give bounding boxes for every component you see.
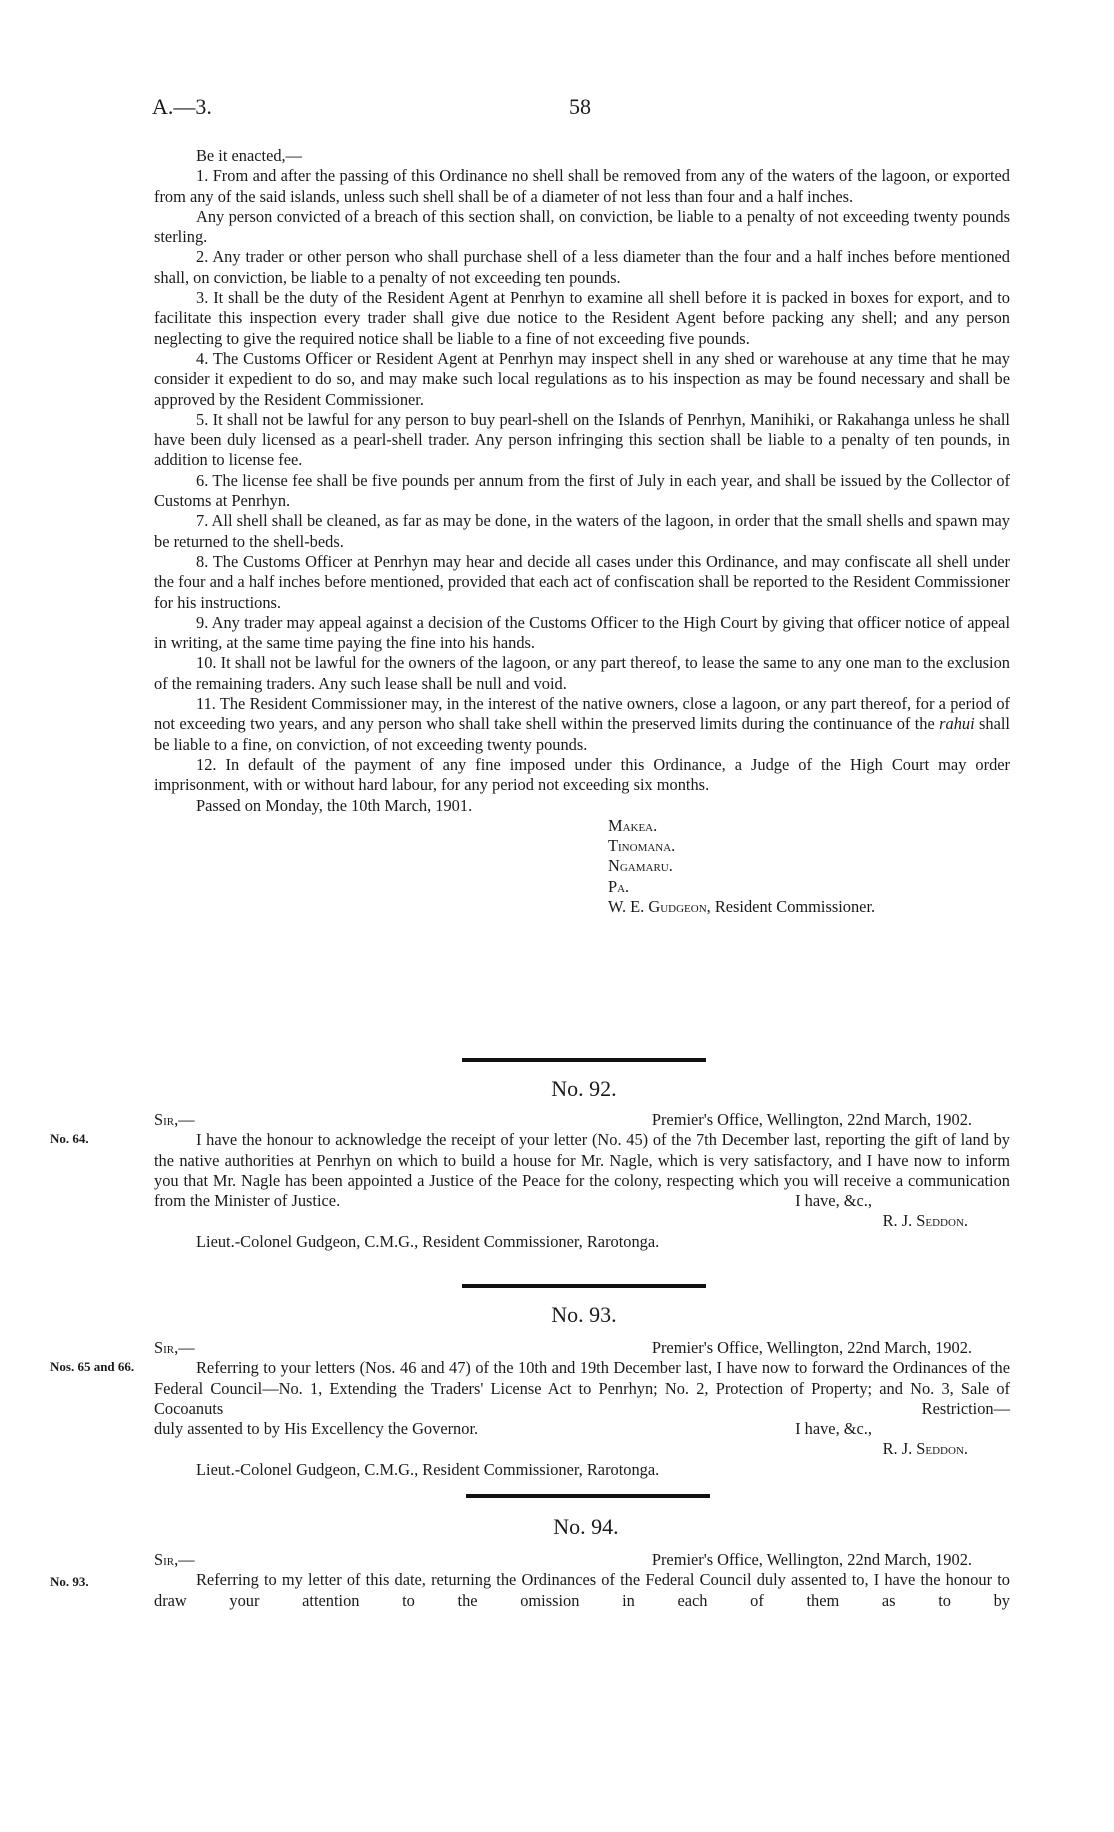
clause-1: 1. From and after the passing of this Ordinance no shell shall be removed from any of the waters of the lagoon, or exported from any of the said islands, unless such shell shall be of a diameter of not less than four and a half inches. <box>154 166 1010 206</box>
letter-title: No. 93. <box>551 1302 617 1327</box>
salutation: Sir,— <box>154 1338 195 1357</box>
clause-7: 7. All shell shall be cleaned, as far as may be done, in the waters of the lagoon, in order that the small shells and spawn may be returned to the shell-beds. <box>154 511 1010 551</box>
signatory-makea: Makea. <box>608 815 658 835</box>
signature: R. J. Seddon. <box>882 1211 968 1231</box>
clause-12: 12. In default of the payment of any fine imposed under this Ordinance, a Judge of the High Court may order imprisonment, with or without hard labour, for any period not exceeding six months. <box>154 754 1010 795</box>
clause-3: 3. It shall be the duty of the Resident Agent at Penrhyn to examine all shell before it is packed in boxes for export, and to facilitate this inspection every trader shall give due notice to the Resident Agent before packing any shell; and any person neglecting to give the required notice shall be liable to a fine of not exceeding five pounds. <box>154 288 1010 348</box>
signature: R. J. Seddon. <box>882 1439 968 1459</box>
margin-note: Nos. 65 and 66. <box>50 1359 135 1374</box>
letter-93 <box>154 1338 1010 1480</box>
clause-1-penalty: Any person convicted of a breach of this section shall, on conviction, be liable to a penalty of not exceeding twenty pounds sterling. <box>154 206 1010 247</box>
margin-note: No. 93. <box>50 1574 89 1589</box>
salutation: Sir,— <box>154 1550 195 1569</box>
passed-date: Passed on Monday, the 10th March, 1901. <box>196 795 473 815</box>
letter-body: Referring to my letter of this date, returning the Ordinances of the Federal Council duly assented to, I have the honour to draw your attention to the omission in each of them as to by <box>154 1570 1010 1610</box>
signatory-ngamaru: Ngamaru. <box>608 856 673 876</box>
section-divider <box>462 1284 706 1288</box>
enactment-line: Be it enacted,— <box>196 146 303 165</box>
letter-92 <box>154 1110 1010 1252</box>
letter-title: No. 94. <box>553 1514 619 1539</box>
dateline: Premier's Office, Wellington, 22nd March, 1902. <box>651 1110 972 1129</box>
ordinance-text <box>154 146 1010 917</box>
margin-note: No. 64. <box>50 1131 89 1146</box>
closing: I have, &c., <box>795 1419 872 1439</box>
letter-body: I have the honour to acknowledge the receipt of your letter (No. 45) of the 7th December last, reporting the gift of land by the native authorities at Penrhyn on which to build a house for Mr. Nagle, which is very satisfactory, and I have now to inform you that Mr. Nagle has been appointed a Justice of the Peace for the colony, respecting which you will receive a communication <box>154 1130 1010 1190</box>
closing: I have, &c., <box>795 1191 872 1211</box>
closing-lead: from the Minister of Justice. <box>154 1191 341 1211</box>
clause-6: 6. The license fee shall be five pounds per annum from the first of July in each year, and shall be issued by the Collector of Customs at Penrhyn. <box>154 470 1010 511</box>
section-divider <box>462 1058 706 1062</box>
closing-lead: duly assented to by His Excellency the Governor. <box>154 1419 479 1439</box>
signatory-commissioner: W. E. Gudgeon, Resident Commissioner. <box>608 896 876 916</box>
section-divider <box>466 1494 710 1498</box>
signatory-tinomana: Tinomana. <box>608 836 676 856</box>
letter-title: No. 92. <box>551 1076 617 1101</box>
letter-body: Referring to your letters (Nos. 46 and 47) of the 10th and 19th December last, I have now to forward the Ordinances of the Federal Council—No. 1, Extending the Traders' License Act to Penrhyn; No. 2, Protection of Property; and No. 3, Sale of Cocoanuts Restriction— <box>154 1358 1010 1418</box>
rahui-term: rahui <box>939 714 975 734</box>
signatory-pa: Pa. <box>608 876 630 896</box>
letter-94 <box>154 1550 1010 1611</box>
clause-10: 10. It shall not be lawful for the owners of the lagoon, or any part thereof, to lease the same to any one man to the exclusion of the remaining traders. Any such lease shall be null and void. <box>154 653 1010 693</box>
clause-5: 5. It shall not be lawful for any person to buy pearl-shell on the Islands of Penrhyn, Manihiki, or Rakahanga unless he shall have been duly licensed as a pearl-shell trader. Any person infringing this section shall be liable to a penalty of ten pounds, in addition to license fee. <box>154 409 1010 470</box>
clause-11: 11. The Resident Commissioner may, in the interest of the native owners, close a lagoon, or any part thereof, for a period of not exceeding two years, and any person who shall take shell within the preserved limits during the continuance of the rahui shall be liable to a fine, on conviction, of not exceeding twenty pounds. <box>154 694 1010 754</box>
addressee: Lieut.-Colonel Gudgeon, C.M.G., Resident Commissioner, Rarotonga. <box>196 1459 660 1479</box>
clause-8: 8. The Customs Officer at Penrhyn may hear and decide all cases under this Ordinance, and may confiscate all shell under the four and a half inches before mentioned, provided that each act of confiscation shall be reported to the Resident Commissioner for his instructions. <box>154 551 1010 612</box>
clause-4: 4. The Customs Officer or Resident Agent at Penrhyn may inspect shell in any shed or warehouse at any time that he may consider it expedient to do so, and may make such local regulations as to his inspection as may be found necessary and shall be approved by the Resident Commissioner. <box>154 348 1010 409</box>
addressee: Lieut.-Colonel Gudgeon, C.M.G., Resident Commissioner, Rarotonga. <box>196 1231 660 1251</box>
document-reference: A.—3. <box>152 94 212 119</box>
dateline: Premier's Office, Wellington, 22nd March, 1902. <box>651 1338 972 1357</box>
page-number: 58 <box>569 94 591 119</box>
dateline: Premier's Office, Wellington, 22nd March, 1902. <box>651 1550 972 1569</box>
salutation: Sir,— <box>154 1110 195 1129</box>
clause-9: 9. Any trader may appeal against a decision of the Customs Officer to the High Court by giving that officer notice of appeal in writing, at the same time paying the fine into his hands. <box>154 612 1010 653</box>
clause-2: 2. Any trader or other person who shall purchase shell of a less diameter than the four and a half inches before mentioned shall, on conviction, be liable to a penalty of not exceeding ten pounds. <box>154 247 1010 287</box>
